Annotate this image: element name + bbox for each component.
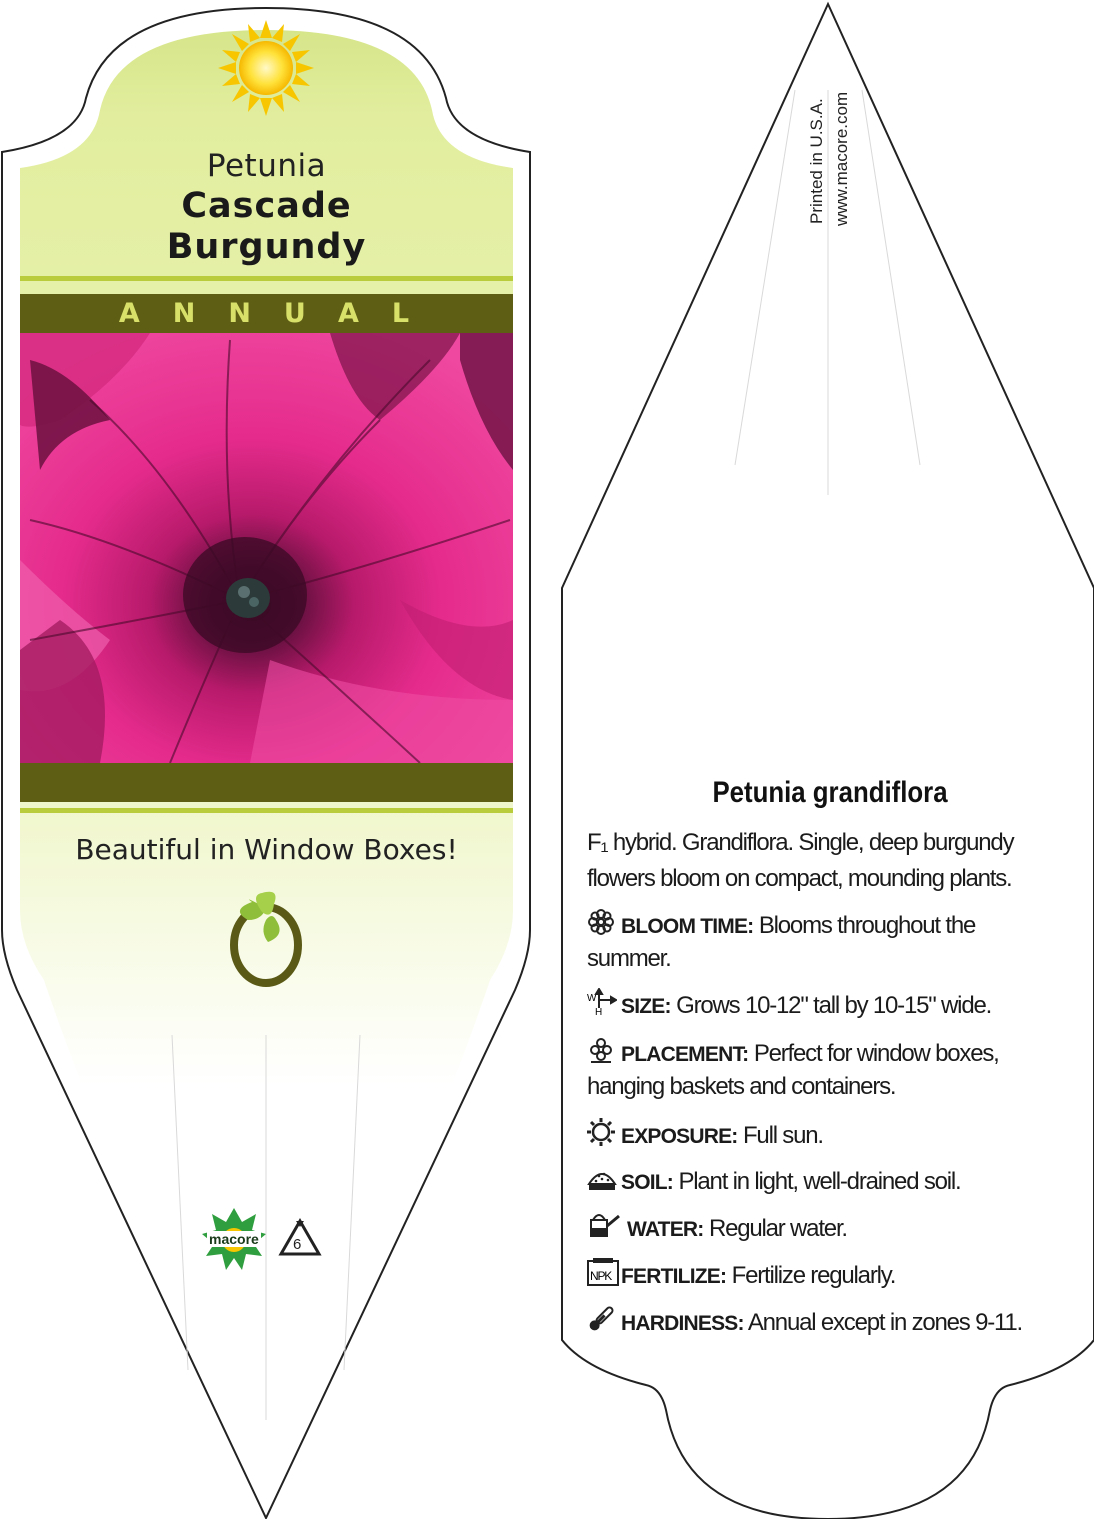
cultivar-name-line2: Burgundy [166, 227, 367, 267]
care-exposure [587, 1118, 1047, 1155]
care-size [587, 988, 1047, 1025]
sun-icon [587, 1118, 621, 1155]
flower-photo [20, 333, 513, 763]
care-text: Perfect for window boxes, [753, 1039, 999, 1067]
website-label: www.macore.com [832, 91, 851, 226]
printed-in-label: Printed in U.S.A. [807, 98, 826, 224]
recycle-code: 6 [293, 1236, 302, 1253]
npk-icon [587, 1258, 621, 1295]
thermometer-icon [587, 1304, 621, 1343]
care-text: Fertilize regularly. [731, 1261, 896, 1289]
care-soil [587, 1164, 1047, 1201]
care-label: BLOOM TIME: [621, 914, 754, 938]
care-placement-cont: hanging baskets and containers. [587, 1073, 896, 1100]
care-label: FERTILIZE: [621, 1264, 727, 1288]
care-text: Blooms throughout the [758, 911, 976, 939]
botanical-name: Petunia grandiflora [712, 776, 948, 809]
care-label: HARDINESS: [621, 1311, 744, 1335]
flower-icon [587, 908, 621, 945]
care-label: WATER: [627, 1217, 704, 1241]
macore-logo-text: macore [209, 1231, 259, 1247]
watering-can-icon [587, 1210, 627, 1249]
care-label: EXPOSURE: [621, 1124, 738, 1148]
care-bloom-time-cont: summer. [587, 945, 671, 972]
care-label: PLACEMENT: [621, 1042, 749, 1066]
size-icon-h: H [595, 1007, 602, 1016]
care-text: Grows 10-12" tall by 10-15" wide. [676, 991, 992, 1019]
care-label: SOIL: [621, 1170, 673, 1194]
tagline: Beautiful in Window Boxes! [75, 833, 458, 866]
care-hardiness [587, 1304, 1047, 1343]
soil-icon [587, 1164, 621, 1201]
sun-icon [218, 20, 314, 116]
care-label: SIZE: [621, 994, 671, 1018]
care-text: Plant in light, well-drained soil. [678, 1167, 961, 1195]
care-water [587, 1210, 1047, 1249]
care-text: Regular water. [708, 1214, 847, 1242]
care-placement [587, 1036, 1047, 1073]
care-bloom-time [587, 908, 1047, 945]
care-fertilize [587, 1258, 1047, 1295]
size-icon-w: W [587, 993, 596, 1004]
category-label: ANNUAL [118, 298, 443, 329]
care-text: Full sun. [742, 1121, 823, 1149]
npk-icon-text: NPK [590, 1269, 612, 1283]
cultivar-name-line1: Cascade [181, 186, 352, 226]
size-icon [587, 988, 621, 1025]
description-line1: F₁ hybrid. Grandiflora. Single, deep burgundy [587, 829, 1014, 856]
genus-name: Petunia [206, 148, 327, 184]
placement-icon [587, 1036, 621, 1073]
description-line2: flowers bloom on compact, mounding plants. [587, 865, 1012, 892]
care-text: Annual except in zones 9-11. [747, 1308, 1023, 1336]
